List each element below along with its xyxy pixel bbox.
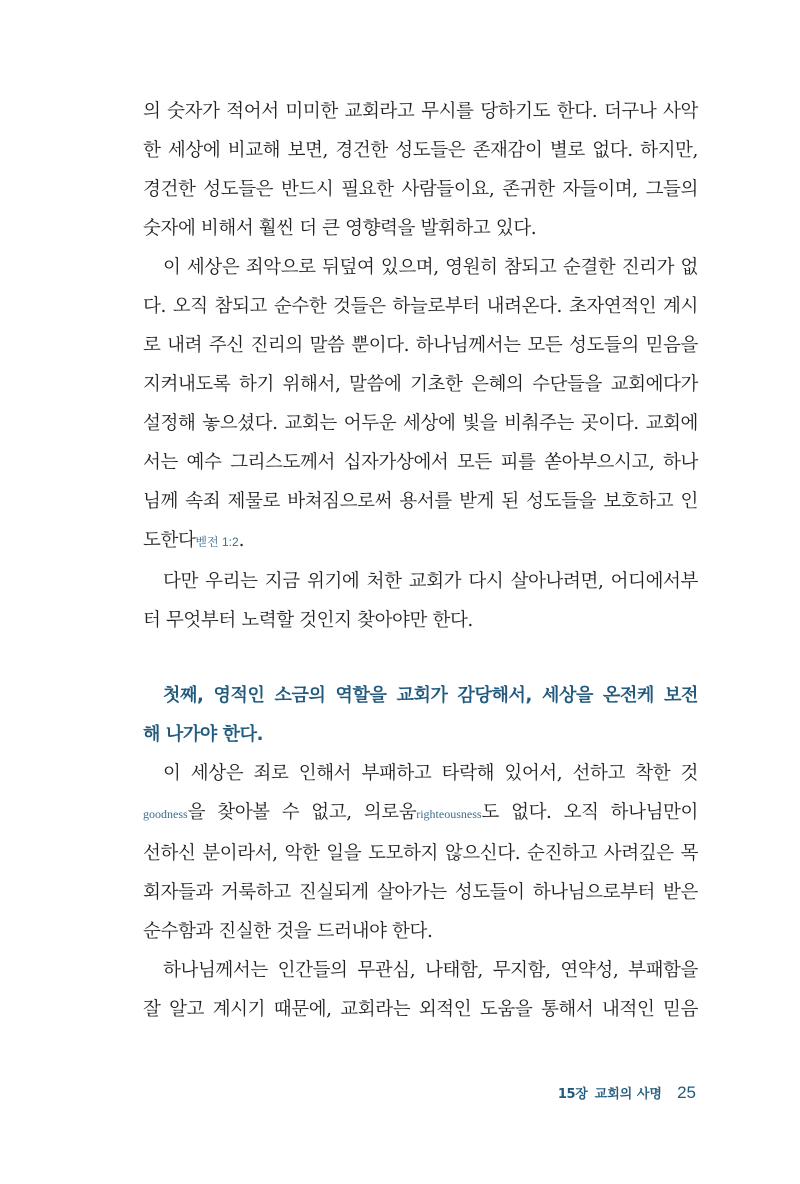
paragraph-line: 지켜내도록 하기 위해서, 말씀에 기초한 은혜의 수단들을 교회에다가: [143, 374, 698, 395]
paragraph-line: 다. 오직 참되고 순수한 것들은 하늘로부터 내려온다. 초자연적인 계시: [143, 296, 698, 317]
paragraph-line: 서는 예수 그리스도께서 십자가상에서 모든 피를 쏟아부으시고, 하나: [143, 452, 698, 473]
section-heading-line: 첫째, 영적인 소금의 역할을 교회가 감당해서, 세상을 온전케 보전: [163, 685, 698, 706]
paragraph-text: 도 없다. 오직 하나님만이: [481, 802, 698, 823]
page-footer: [558, 1083, 696, 1103]
chapter-number: 15장: [557, 1087, 588, 1102]
paragraph-line: 한 세상에 비교해 보면, 경건한 성도들은 존재감이 별로 없다. 하지만,: [143, 140, 698, 161]
paragraph-text: .: [238, 530, 245, 551]
paragraph-line: 순수함과 진실한 것을 드러내야 한다.: [143, 921, 433, 942]
paragraph-line: 경건한 성도들은 반드시 필요한 사람들이요, 존귀한 자들이며, 그들의: [143, 179, 698, 200]
paragraph-text: 도한다: [143, 530, 196, 551]
paragraph-text: 을 찾아볼 수 없고, 의로움: [187, 802, 417, 823]
paragraph-line: 설정해 놓으셨다. 교회는 어두운 세상에 빛을 비춰주는 곳이다. 교회에: [143, 413, 698, 434]
paragraph-line: 님께 속죄 제물로 바쳐짐으로써 용서를 받게 된 성도들을 보호하고 인: [143, 491, 698, 512]
paragraph-line-with-reference: [143, 521, 698, 562]
paragraph-line: 하나님께서는 인간들의 무관심, 나태함, 무지함, 연약성, 부패함을: [163, 960, 698, 981]
paragraph-line: 의 숫자가 적어서 미미한 교회라고 무시를 당하기도 한다. 더구나 사악: [143, 101, 698, 122]
paragraph-line: 선하신 분이라서, 악한 일을 도모하지 않으신다. 순진하고 사려깊은 목: [143, 843, 698, 864]
body-text: [143, 92, 698, 1029]
paragraph-line: 숫자에 비해서 훨씬 더 큰 영향력을 발휘하고 있다.: [143, 218, 537, 239]
paragraph-line: 다만 우리는 지금 위기에 처한 교회가 다시 살아나려면, 어디에서부: [163, 571, 698, 592]
scripture-reference: 벧전 1:2: [195, 535, 239, 549]
page-number: 25: [677, 1083, 696, 1102]
paragraph-line: 로 내려 주신 진리의 말씀 뿐이다. 하나님께서는 모든 성도들의 믿음을: [143, 335, 698, 356]
paragraph-line: 잘 알고 계시기 때문에, 교회라는 외적인 도움을 통해서 내적인 믿음: [143, 999, 698, 1020]
paragraph-line-with-english: [143, 793, 698, 834]
paragraph-line: 이 세상은 죄로 인해서 부패하고 타락해 있어서, 선하고 착한 것: [163, 763, 698, 784]
section-heading-line: 해 나가야 한다.: [143, 724, 264, 745]
paragraph-line: 터 무엇부터 노력할 것인지 찾아야만 한다.: [143, 610, 473, 631]
chapter-title: 교회의 사명: [594, 1087, 662, 1102]
paragraph-line: 회자들과 거룩하고 진실되게 살아가는 성도들이 하나님으로부터 받은: [143, 882, 698, 903]
english-term: righteousness: [416, 807, 482, 821]
english-term: goodness: [143, 807, 188, 821]
paragraph-line: 이 세상은 죄악으로 뒤덮여 있으며, 영원히 참되고 순결한 진리가 없: [163, 257, 698, 278]
